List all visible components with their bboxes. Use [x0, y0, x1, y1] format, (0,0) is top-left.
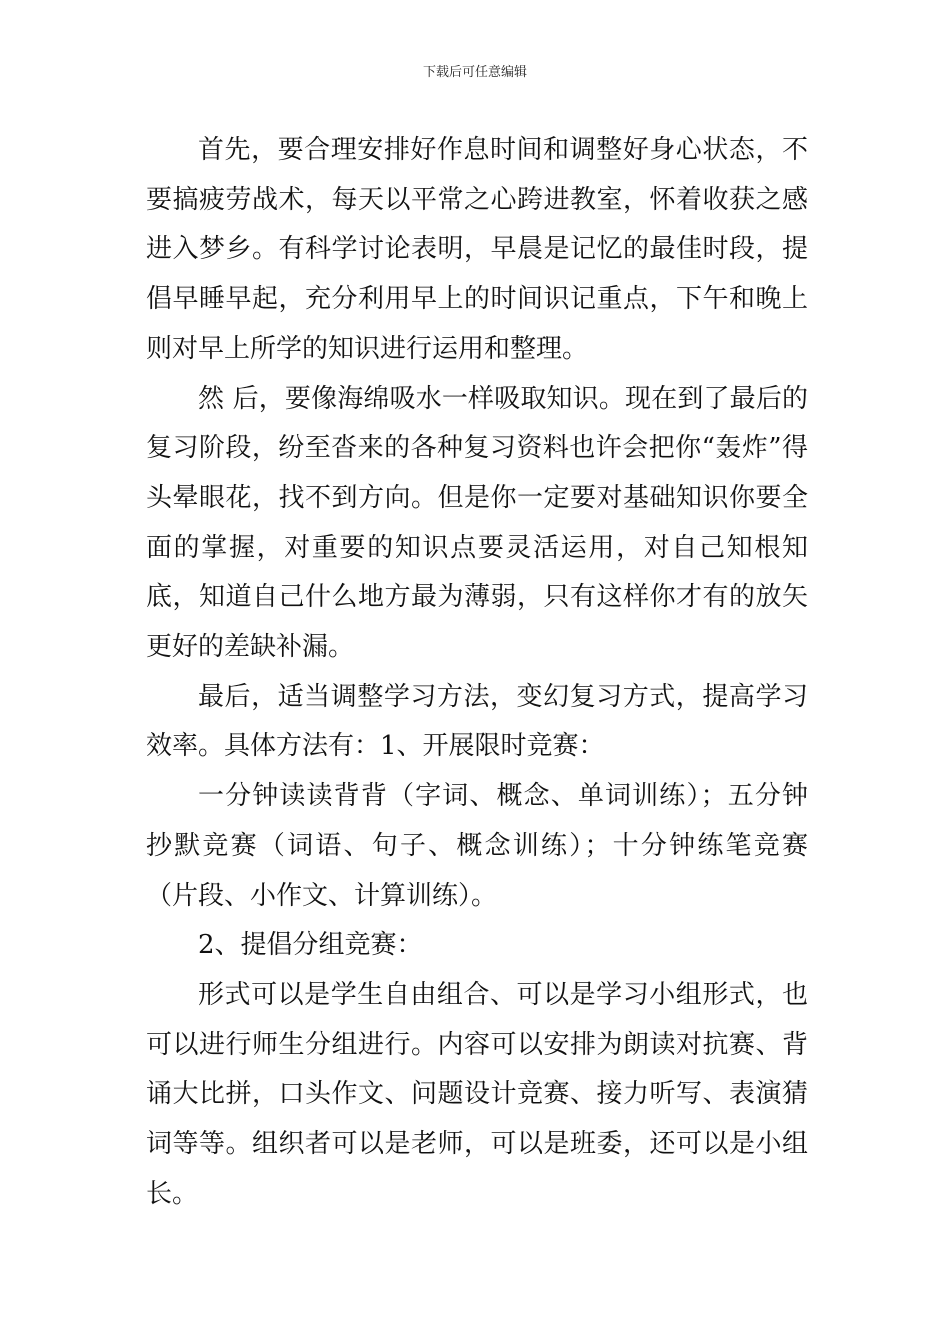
- page-header: 下载后可任意编辑: [422, 65, 527, 80]
- paragraph-rest-schedule: 首先，要合理安排好作息时间和调整好身心状态，不要搞疲劳战术，每天以平常之心跨进教室，怀着收获之感进入梦乡。有科学讨论表明，早晨是记忆的最佳时段，提倡早睡早起，充分利用早上的时间识记重点，下午和晚上则对早上所学的知识进行运用和整理。: [146, 135, 808, 364]
- paragraph-group-contest-heading: 2、提倡分组竞赛：: [198, 930, 423, 961]
- paragraph-timed-contests: 一分钟读读背背（字词、概念、单词训练）；五分钟抄默竞赛（词语、句子、概念训练）；十分钟练笔竞赛（片段、小作文、计算训练）。: [146, 781, 808, 911]
- paragraph-group-contest-details: 形式可以是学生自由组合、可以是学习小组形式，也可以进行师生分组进行。内容可以安排为朗读对抗赛、背诵大比拼，口头作文、问题设计竞赛、接力听写、表演猜词等等。组织者可以是老师，可以是班委，还可以是小组长。: [146, 979, 808, 1209]
- document-body: [146, 126, 808, 1219]
- paragraph-absorb-knowledge: 然 后，要像海绵吸水一样吸取知识。现在到了最后的复习阶段，纷至沓来的各种复习资料也许会把你“轰炸”得头晕眼花，找不到方向。但是你一定要对基础知识你要全面的掌握，对重要的知识点要灵活运用，对自己知根知底，知道自己什么地方最为薄弱，只有这样你才有的放矢更好的差缺补漏。: [146, 383, 808, 663]
- paragraph-adjust-methods: 最后，适当调整学习方法，变幻复习方式，提高学习效率。具体方法有：1、开展限时竞赛：: [146, 681, 808, 762]
